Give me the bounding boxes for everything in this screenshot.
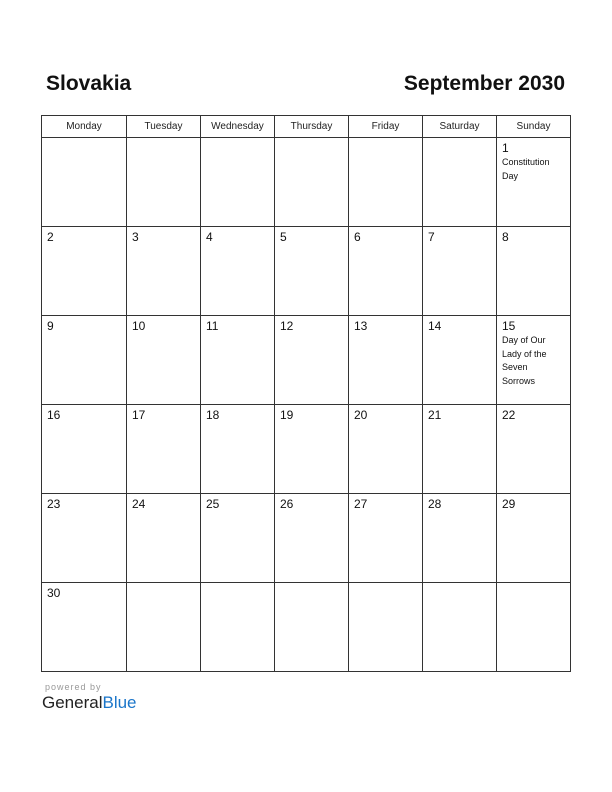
logo-general: General: [42, 693, 103, 712]
day-number: 16: [47, 408, 61, 422]
weekday-monday: Monday: [42, 116, 127, 138]
empty-cell: [423, 138, 497, 227]
day-cell: [127, 405, 201, 494]
empty-cell: [423, 583, 497, 672]
week-row: [42, 138, 571, 227]
weekday-thursday: Thursday: [275, 116, 349, 138]
week-row: [42, 227, 571, 316]
day-cell: [42, 583, 127, 672]
day-cell: [275, 494, 349, 583]
day-cell: [42, 227, 127, 316]
empty-cell: [349, 138, 423, 227]
day-cell: [497, 494, 571, 583]
weekday-friday: Friday: [349, 116, 423, 138]
day-number: 5: [280, 230, 287, 244]
month-title: September 2030: [403, 72, 565, 95]
day-number: 3: [132, 230, 139, 244]
logo-blue: Blue: [102, 693, 137, 712]
day-number: 27: [354, 497, 368, 511]
day-number: 29: [502, 497, 516, 511]
week-row: [42, 316, 571, 405]
day-number: 13: [354, 319, 368, 333]
day-cell: [497, 227, 571, 316]
empty-cell: [201, 583, 275, 672]
day-cell: [423, 494, 497, 583]
powered-by-label: powered by: [45, 682, 102, 692]
day-cell: [127, 316, 201, 405]
empty-cell: [497, 583, 571, 672]
day-cell: [423, 405, 497, 494]
day-number: 30: [47, 586, 61, 600]
day-number: 14: [428, 319, 442, 333]
empty-cell: [349, 583, 423, 672]
empty-cell: [42, 138, 127, 227]
week-row: [42, 405, 571, 494]
day-number: 12: [280, 319, 294, 333]
day-number: 1: [502, 141, 509, 155]
empty-cell: [201, 138, 275, 227]
day-number: 26: [280, 497, 294, 511]
empty-cell: [275, 583, 349, 672]
day-cell: [275, 316, 349, 405]
day-cell: [423, 316, 497, 405]
day-cell: [349, 405, 423, 494]
day-number: 25: [206, 497, 220, 511]
weekday-wednesday: Wednesday: [201, 116, 275, 138]
day-number: 2: [47, 230, 54, 244]
day-cell: [349, 316, 423, 405]
country-title: Slovakia: [46, 72, 132, 95]
generalblue-logo: [42, 693, 137, 713]
day-number: 8: [502, 230, 509, 244]
day-number: 23: [47, 497, 61, 511]
day-number: 24: [132, 497, 146, 511]
day-cell: [201, 494, 275, 583]
empty-cell: [127, 138, 201, 227]
day-number: 28: [428, 497, 442, 511]
day-number: 22: [502, 408, 516, 422]
calendar-grid: [41, 115, 571, 672]
empty-cell: [275, 138, 349, 227]
weekday-sunday: Sunday: [497, 116, 571, 138]
day-cell: [127, 494, 201, 583]
day-cell: [201, 316, 275, 405]
day-number: 17: [132, 408, 146, 422]
day-cell: [275, 227, 349, 316]
day-cell: [423, 227, 497, 316]
weekday-tuesday: Tuesday: [127, 116, 201, 138]
day-number: 11: [206, 319, 219, 333]
empty-cell: [127, 583, 201, 672]
day-cell: [275, 405, 349, 494]
day-cell: [201, 405, 275, 494]
day-cell: [42, 494, 127, 583]
weekday-header-row: [42, 116, 571, 138]
day-cell: [497, 138, 571, 227]
day-number: 7: [428, 230, 435, 244]
day-cell: [349, 227, 423, 316]
day-number: 19: [280, 408, 294, 422]
day-number: 15: [502, 319, 516, 333]
day-cell: [42, 405, 127, 494]
day-cell: [201, 227, 275, 316]
week-row: [42, 494, 571, 583]
day-number: 20: [354, 408, 368, 422]
day-number: 4: [206, 230, 213, 244]
day-number: 10: [132, 319, 146, 333]
day-cell: [127, 227, 201, 316]
weekday-saturday: Saturday: [423, 116, 497, 138]
week-row: [42, 583, 571, 672]
day-number: 6: [354, 230, 361, 244]
day-number: 21: [428, 408, 442, 422]
day-cell: [42, 316, 127, 405]
holiday-label: Day of Our Lady of the Seven Sorrows: [502, 335, 547, 386]
day-cell: [349, 494, 423, 583]
day-cell: [497, 405, 571, 494]
day-number: 9: [47, 319, 54, 333]
holiday-label: Constitution Day: [502, 157, 550, 181]
day-number: 18: [206, 408, 220, 422]
day-cell: [497, 316, 571, 405]
